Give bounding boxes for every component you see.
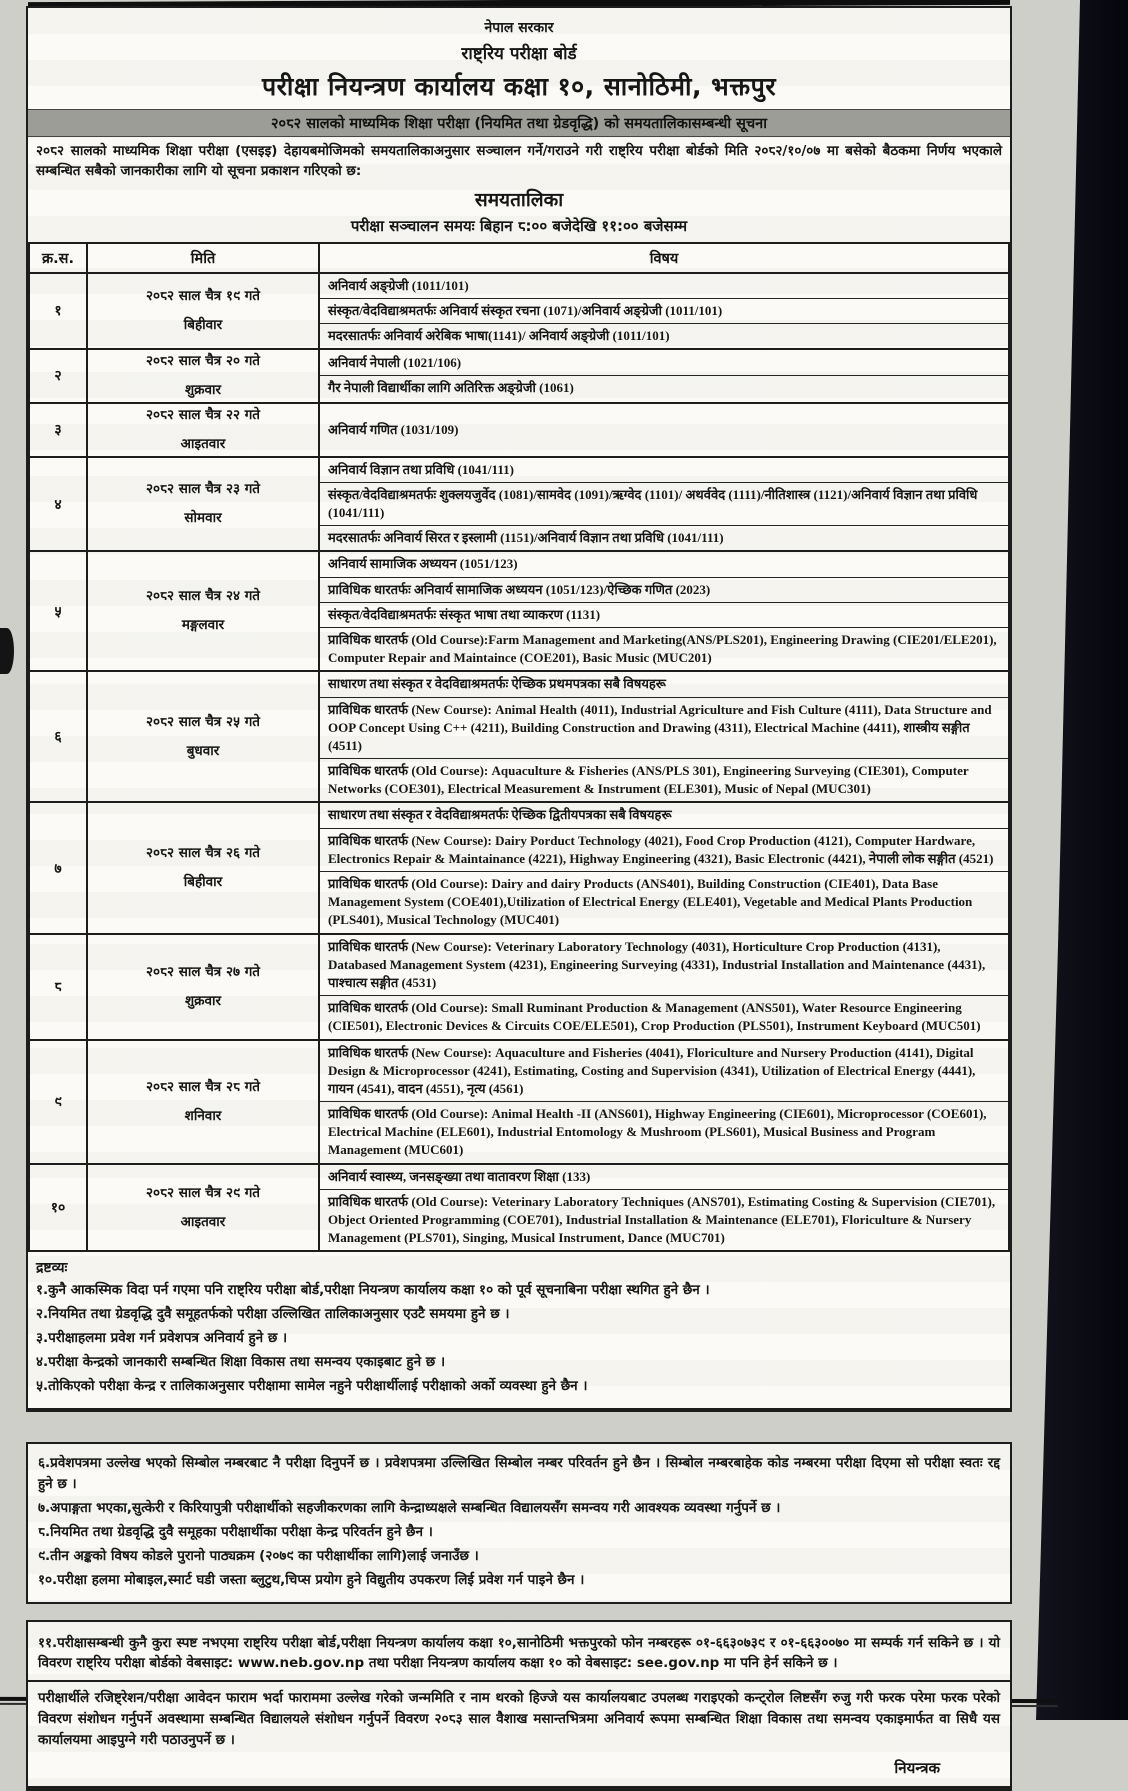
office-title: परीक्षा नियन्त्रण कार्यालय कक्षा १०, सानोठिमी, भक्तपुर [261,72,777,101]
column-header-subject: विषय [319,243,1009,273]
subject-line: गैर नेपाली विद्यार्थीका लागि अतिरिक्त अङ्ग्रेजी (1061) [320,375,1008,400]
table-row [29,1040,1009,1164]
serial-number-cell: ४ [29,457,87,552]
weekday-text: शनिवार [184,1107,222,1124]
schedule-table [28,242,1010,1253]
subject-cell [319,1040,1009,1164]
serial-number-cell: २ [29,349,87,403]
footer-section [26,1620,1012,1791]
subject-line: संस्कृत/वेदविद्याश्रमतर्फः संस्कृत भाषा तथा व्याकरण (1131) [320,602,1008,627]
serial-number-cell: १ [29,273,87,350]
schedule-table-head [29,243,1009,273]
subject-line: प्राविधिक धारतर्फः अनिवार्य सामाजिक अध्ययन (1051/123)/ऐच्छिक गणित (2023) [320,577,1008,602]
subject-line: प्राविधिक धारतर्फ (New Course): Aquaculture and Fisheries (4041), Floriculture and Nursery Production (4141), Digital Design & Microprocessor (4241), Estimating, Costing and Supervision (4341), Utilization of Electrical Energy (4441), गायन (4541), वादन (4551), नृत्य (4561) [328,1044,976,1096]
subject-line: अनिवार्य अङ्ग्रेजी (1011/101) [328,277,469,293]
date-cell [87,349,319,403]
subject-line: अनिवार्य गणित (1031/109) [328,421,459,437]
scan-left-smudge [0,628,14,674]
table-row [29,1164,1009,1252]
date-cell [87,403,319,457]
note-item: ७.अपाङ्गता भएका,सुत्केरी र किरियापुत्री परीक्षार्थीको सहजीकरणका लागि केन्द्राध्यक्षले सम्बन्धित विद्यालयसँग समन्वय गरी आवश्यक व्यवस्था गर्नुपर्ने छ । [38,1499,781,1516]
subject-cell [319,802,1009,933]
table-row [29,349,1009,403]
contact-note: ११.परीक्षासम्बन्धी कुनै कुरा स्पष्ट नभएमा राष्ट्रिय परीक्षा बोर्ड,परीक्षा नियन्त्रण कार्यालय कक्षा १०,सानोठिमी भक्तपुरको फोन नम्बरहरू ०१-६६३०७३९ र ०१-६६३००७० मा सम्पर्क गर्न सकिने छ । यो विवरण राष्ट्रिय परीक्षा बोर्डको वेबसाइट: www.neb.gov.np तथा परीक्षा नियन्त्रण कार्यालय कक्षा १० को वेबसाइट: see.gov.np मा पनि हेर्न सकिने छ । [38,1634,1000,1672]
notes-block-2 [26,1442,1012,1604]
date-text: २०८२ साल चैत्र २६ गते [145,845,260,862]
date-text: २०८२ साल चैत्र २८ गते [145,1078,260,1095]
table-row [29,403,1009,457]
date-text: २०८२ साल चैत्र २९ गते [145,1184,260,1201]
weekday-text: आइतवार [180,1213,226,1230]
date-text: २०८२ साल चैत्र २३ गते [145,481,260,498]
subject-line: प्राविधिक धारतर्फ (Old Course): Animal Health -II (ANS601), Highway Engineering (CIE601), Microprocessor (COE601), Electrical Machine (ELE601), Industrial Entomology & Mushroom (PLS601), Musical Business and Program Management (MUC601) [320,1101,1008,1163]
date-cell [87,1164,319,1252]
serial-number-cell: ५ [29,551,87,671]
serial-number-cell: ७ [29,802,87,933]
column-header-sn: क्र.स. [29,243,87,273]
weekday-text: शुक्रवार [184,381,222,398]
controller-signature: नियन्त्रक [894,1759,940,1778]
serial-number-cell: ८ [29,934,87,1040]
main-notice-section [26,6,1012,1412]
subject-line: साधारण तथा संस्कृत र वेदविद्याश्रमतर्फः ऐच्छिक प्रथमपत्रका सबै विषयहरू [328,676,666,692]
subject-line: संस्कृत/वेदविद्याश्रमतर्फः अनिवार्य संस्कृत रचना (1071)/अनिवार्य अङ्ग्रेजी (1011/101) [320,298,1008,323]
subject-line: प्राविधिक धारतर्फ (New Course): Animal Health (4011), Industrial Agriculture and Fish Culture (4111), Data Structure and OOP Concept Using C++ (4211), Building Construction and Drawing (4311), Electrical Machine (4411), शास्त्रीय सङ्गीत (4511) [320,697,1008,759]
weekday-text: सोमवार [184,510,222,526]
subject-line: मदरसातर्फः अनिवार्य सिरत र इस्लामी (1151)/अनिवार्य विज्ञान तथा प्रविधि (1041/111) [320,525,1008,550]
table-row [29,457,1009,552]
exam-time-line: परीक्षा सञ्चालन समयः बिहान ८:०० बजेदेखि ११:०० बजेसम्म [350,216,688,235]
note-item: १०.परीक्षा हलमा मोबाइल,स्मार्ट घडी जस्ता ब्लुटुथ,चिप्स प्रयोग हुने विद्युतीय उपकरण लिई प्रवेश गर्न पाइने छैन । [38,1571,585,1588]
schedule-table-body [29,273,1009,1252]
correction-note: परीक्षार्थीले रजिष्ट्रेशन/परीक्षा आवेदन फाराम भर्दा फाराममा उल्लेख गरेको जन्ममिति र नाम थरको हिज्जे यस कार्यालयबाट उपलब्ध गराइएको कन्ट्रोल लिष्टसँग रुजु गरी फरक परेमा फरक परेको विवरण संशोधन गर्नुपर्ने अवस्थामा सम्बन्धित विद्यालयले संशोधन गर्नुपर्ने विवरण २०८३ साल वैशाख मसान्तभित्रमा अनिवार्य रूपमा सम्बन्धित शिक्षा विकास तथा समन्वय एकाइमार्फत वा सिधै यस कार्यालयमा आइपुग्ने गरी पठाउनुपर्ने छ । [38,1690,1000,1749]
board-title: राष्ट्रिय परीक्षा बोर्ड [461,44,577,64]
weekday-text: शुक्रवार [184,992,222,1009]
note-item: ९.तीन अङ्कको विषय कोडले पुरानो पाठ्यक्रम (२०७९ का परीक्षार्थीका लागि)लाई जनाउँछ । [38,1547,479,1564]
date-text: २०८२ साल चैत्र १९ गते [145,287,260,304]
subject-cell [319,273,1009,350]
subject-line: अनिवार्य नेपाली (1021/106) [328,355,462,371]
subject-line: अनिवार्य विज्ञान तथा प्रविधि (1041/111) [328,461,514,477]
intro-paragraph: २०८२ सालको माध्यमिक शिक्षा परीक्षा (एसइइ) देहायबमोजिमको समयतालिकाअनुसार सञ्चालन गर्ने/गराउने गरी राष्ट्रिय परीक्षा बोर्डको मिति २०८२/१०/०७ मा बसेको बैठकमा निर्णय भएकाले सम्बन्धित सबैको जानकारीका लागि यो सूचना प्रकाशन गरिएको छ: [36,143,1002,180]
date-text: २०८२ साल चैत्र २० गते [145,353,260,370]
subject-line: प्राविधिक धारतर्फ (Old Course): Aquaculture & Fisheries (ANS/PLS 301), Engineering Surveying (CIE301), Computer Networks (COE301), Electrical Measurement & Instrument (ELE301), Music of Nepal (MUC301) [320,758,1008,801]
notes-heading: द्रष्टव्यः [36,1260,68,1277]
table-row [29,273,1009,350]
serial-number-cell: ६ [29,671,87,802]
section-divider [28,1680,1010,1682]
subject-cell [319,551,1009,671]
subject-line: साधारण तथा संस्कृत र वेदविद्याश्रमतर्फः ऐच्छिक द्वितीयपत्रका सबै विषयहरू [328,807,672,823]
serial-number-cell: ९ [29,1040,87,1164]
table-row [29,671,1009,802]
date-cell [87,934,319,1040]
date-cell [87,551,319,671]
subject-line: प्राविधिक धारतर्फ (Old Course): Veterinary Laboratory Techniques (ANS701), Estimating Costing & Supervision (CIE701), Object Oriented Programming (COE701), Industrial Installation & Maintenance (ELE701), Floriculture & Nursery Management (PLS701), Singing, Musical Instrument, Dance (MUC701) [320,1189,1008,1251]
document-header [28,8,1010,103]
subject-line: प्राविधिक धारतर्फ (New Course): Dairy Porduct Technology (4021), Food Crop Production (4121), Computer Hardware, Electronics Repair & Maintainance (4221), Highway Engineering (4321), Basic Electronic (4421), नेपाली लोक सङ्गीत (4521) [320,828,1008,871]
subject-cell [319,671,1009,802]
subject-line: प्राविधिक धारतर्फ (Old Course): Dairy and dairy Products (ANS401), Building Construction (CIE401), Data Base Management System (COE401),Utilization of Electrical Energy (ELE401), Vegetable and Medical Plants Production (PLS401), Musical Technology (MUC401) [320,871,1008,933]
subject-line: प्राविधिक धारतर्फ (Old Course):Farm Management and Marketing(ANS/PLS201), Engineering Drawing (CIE201/ELE201), Computer Repair and Maintaince (COE201), Basic Music (MUC201) [320,627,1008,670]
note-item: ६.प्रवेशपत्रमा उल्लेख भएको सिम्बोल नम्बरबाट नै परीक्षा दिनुपर्ने छ । प्रवेशपत्रमा उल्लिखित सिम्बोल नम्बर परिवर्तन हुने छैन । सिम्बोल नम्बरबाहेक कोड नम्बरमा परीक्षा दिएमा सो परीक्षा स्वतः रद्द हुने छ । [38,1454,1000,1492]
note-item: ४.परीक्षा केन्द्रको जानकारी सम्बन्धित शिक्षा विकास तथा समन्वय एकाइबाट हुने छ । [36,1354,446,1371]
note-item: २.नियमित तथा ग्रेडवृद्धि दुवै समूहतर्फको परीक्षा उल्लिखित तालिकाअनुसार एउटै समयमा हुने छ । [36,1306,510,1323]
subject-line: प्राविधिक धारतर्फ (New Course): Veterinary Laboratory Technology (4031), Horticulture Crop Production (4131), Databased Management System (4231), Engineering Surveying (4331), Industrial Installation and Maintenance (4431), पाश्चात्य सङ्गीत (4531) [328,938,986,990]
column-header-date: मिति [87,243,319,273]
schedule-title: समयतालिका [474,188,564,211]
serial-number-cell: १० [29,1164,87,1252]
notes-list-1 [36,1280,1002,1397]
weekday-text: आइतवार [180,435,226,452]
date-cell [87,457,319,552]
subject-line: संस्कृत/वेदविद्याश्रमतर्फः शुक्लयजुर्वेद (1081)/सामवेद (1091)/ऋग्वेद (1101)/ अथर्ववेद (1111)/नीतिशास्त्र (1121)/अनिवार्य विज्ञान तथा प्रविधि (1041/111) [320,482,1008,525]
date-text: २०८२ साल चैत्र २५ गते [145,713,260,730]
date-text: २०८२ साल चैत्र २२ गते [145,406,260,423]
government-title: नेपाल सरकार [484,20,554,36]
table-row [29,802,1009,933]
weekday-text: बुधवार [186,742,220,759]
subject-line: मदरसातर्फः अनिवार्य अरेबिक भाषा(1141)/ अनिवार्य अङ्ग्रेजी (1011/101) [320,323,1008,348]
weekday-text: बिहीवार [183,874,223,890]
table-row [29,551,1009,671]
weekday-text: मङ्गलवार [181,617,225,634]
date-cell [87,802,319,933]
subject-cell [319,934,1009,1040]
subject-cell [319,457,1009,552]
date-cell [87,273,319,350]
serial-number-cell: ३ [29,403,87,457]
date-text: २०८२ साल चैत्र २४ गते [145,588,260,605]
weekday-text: बिहीवार [183,316,223,333]
date-cell [87,671,319,802]
subject-cell [319,349,1009,403]
subject-line: प्राविधिक धारतर्फ (Old Course): Small Ruminant Production & Management (ANS501), Water Resource Engineering (CIE501), Electronic Devices & Circuits COE/ELE501), Crop Production (PLS501), Instrument Keyboard (MUC501) [320,995,1008,1038]
table-row [29,934,1009,1040]
subject-line: अनिवार्य स्वास्थ्य, जनसङ्ख्या तथा वातावरण शिक्षा (133) [328,1168,591,1184]
notes-block-1 [28,1252,1010,1408]
note-item: १.कुनै आकस्मिक विदा पर्न गएमा पनि राष्ट्रिय परीक्षा बोर्ड,परीक्षा नियन्त्रण कार्यालय कक्षा १० को पूर्व सूचनाबिना परीक्षा स्थगित हुने छैन । [36,1282,710,1299]
subject-cell [319,403,1009,457]
note-item: ५.तोकिएको परीक्षा केन्द्र र तालिकाअनुसार परीक्षामा सामेल नहुने परीक्षार्थीलाई परीक्षाको अर्को व्यवस्था हुने छैन । [36,1378,588,1395]
scan-dark-edge [1028,0,1128,1720]
notes-list-2 [38,1453,1000,1591]
document-page [26,6,1012,1791]
date-cell [87,1040,319,1164]
date-text: २०८२ साल चैत्र २७ गते [145,963,260,980]
subject-line: अनिवार्य सामाजिक अध्ययन (1051/123) [328,556,518,572]
note-item: ८.नियमित तथा ग्रेडवृद्धि दुवै समूहका परीक्षार्थीका परीक्षा केन्द्र परिवर्तन हुने छैन । [38,1523,433,1540]
notice-banner: २०८२ सालको माध्यमिक शिक्षा परीक्षा (नियमित तथा ग्रेडवृद्धि) को समयतालिकासम्बन्धी सूचना [28,109,1010,137]
subject-cell [319,1164,1009,1252]
note-item: ३.परीक्षाहलमा प्रवेश गर्न प्रवेशपत्र अनिवार्य हुने छ । [36,1330,288,1347]
